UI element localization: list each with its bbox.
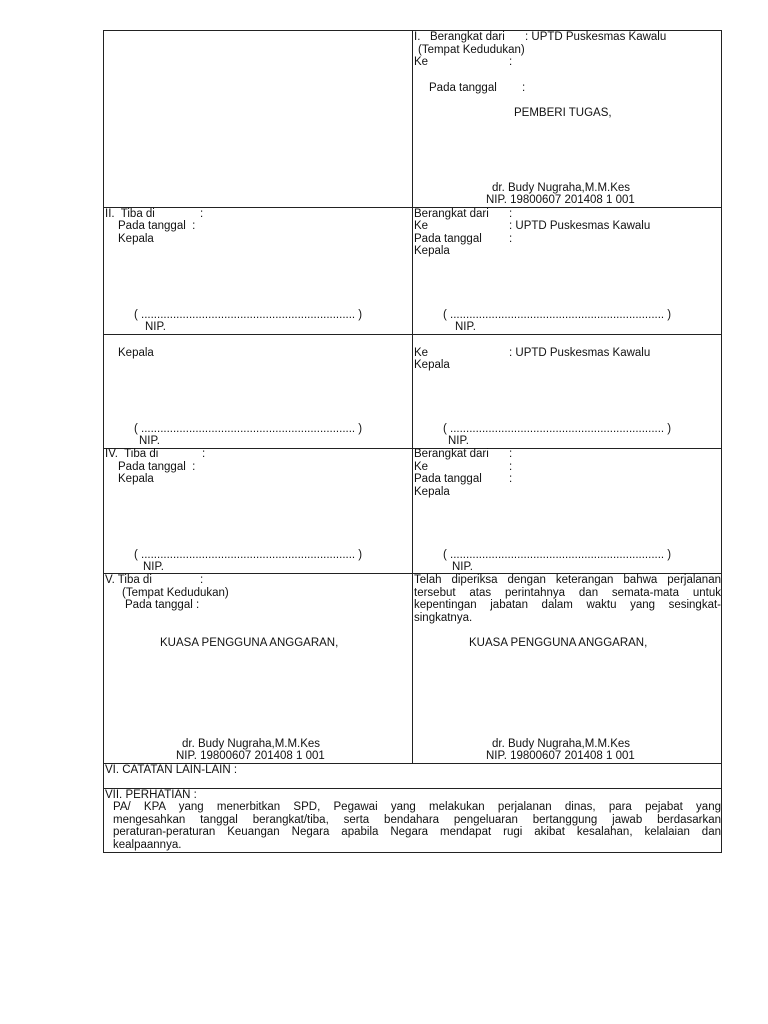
row2-right-pada-tanggal-colon: : [509, 233, 513, 245]
row4-right-berangkat-colon: : [509, 448, 513, 460]
row2-right-pada-tanggal: Pada tanggal [414, 233, 482, 245]
row1-berangkat-dari-label: I. Berangkat dari [414, 31, 505, 43]
row4-left-kepala: Kepala [118, 473, 154, 485]
row4-left-tiba-colon: : [202, 448, 206, 460]
row5-right-statement-line1: Telah diperiksa dengan keterangan bahwa perjalanan [414, 574, 721, 586]
row2-left-signature-line: ( ................................................................... ) [134, 309, 363, 321]
row3-left-signature-line: ( ................................................................... ) [134, 423, 363, 435]
row2-right-ke-value: : UPTD Puskesmas Kawalu [509, 220, 651, 232]
row2-right-nip: NIP. [455, 321, 476, 333]
perhatian-heading: VII. PERHATIAN : [105, 789, 197, 801]
row4-left-tiba-label: IV. Tiba di [105, 448, 159, 460]
row5-right-statement-line4: singkatnya. [414, 612, 473, 624]
row4-left-pada-tanggal: Pada tanggal : [118, 461, 196, 473]
row2-left-pada-tanggal: Pada tanggal : [118, 220, 196, 232]
table-border-right [721, 30, 722, 853]
row1-ke-label: Ke [414, 56, 429, 68]
row2-right-kepala: Kepala [414, 245, 450, 257]
row3-right-signature-line: ( ................................................................... ) [443, 423, 672, 435]
row3-right-kepala: Kepala [414, 359, 450, 371]
row4-right-kepala: Kepala [414, 486, 450, 498]
row1-pemberi-tugas: PEMBERI TUGAS, [514, 107, 612, 119]
row5-right-signer-nip: NIP. 19800607 201408 1 001 [486, 750, 635, 762]
row5-right-signer-name: dr. Budy Nugraha,M.M.Kes [492, 738, 631, 750]
row1-ke-colon: : [509, 56, 513, 68]
row2-left-kepala: Kepala [118, 233, 154, 245]
row4-right-pada-tanggal-colon: : [509, 473, 513, 485]
row2-left-nip: NIP. [145, 321, 166, 333]
row1-tempat-kedudukan: (Tempat Kedudukan) [418, 44, 525, 56]
row4-right-berangkat-label: Berangkat dari [414, 448, 489, 460]
row3-right-ke-value: : UPTD Puskesmas Kawalu [509, 347, 651, 359]
row5-left-signer-nip: NIP. 19800607 201408 1 001 [176, 750, 325, 762]
table-border-left [103, 30, 104, 853]
row5-right-statement-line2: tersebut atas perintahnya dan semata-mata untuk [414, 587, 721, 599]
row5-right-kpa: KUASA PENGGUNA ANGGARAN, [469, 637, 648, 649]
row2-left-tiba-label: II. Tiba di [105, 208, 155, 220]
row5-left-signer-name: dr. Budy Nugraha,M.M.Kes [182, 738, 321, 750]
spd-form-table [103, 30, 722, 853]
perhatian-line3: peraturan-peraturan Keuangan Negara apabila Negara mendapat rugi akibat kesalahan, kelalaian dan [113, 826, 721, 838]
row1-signer-name: dr. Budy Nugraha,M.M.Kes [492, 182, 631, 194]
perhatian-line1: PA/ KPA yang menerbitkan SPD, Pegawai yang melakukan perjalanan dinas, para pejabat yang [113, 801, 721, 813]
row5-left-tiba-label: V. Tiba di [105, 574, 152, 586]
row1-signer-nip: NIP. 19800607 201408 1 001 [486, 194, 635, 206]
row2-right-berangkat-colon: : [509, 208, 513, 220]
table-border-bottom [103, 852, 722, 853]
row1-pada-tanggal-label: Pada tanggal [429, 82, 497, 94]
column-divider [412, 30, 413, 763]
catatan-lain-lain: VI. CATATAN LAIN-LAIN : [105, 764, 238, 776]
row5-left-kpa: KUASA PENGGUNA ANGGARAN, [160, 637, 339, 649]
row1-pada-tanggal-colon: : [522, 82, 526, 94]
row4-left-nip: NIP. [143, 561, 164, 573]
row3-right-nip: NIP. [448, 435, 469, 447]
row3-right-ke-label: Ke [414, 347, 429, 359]
row5-left-pada-tanggal: Pada tanggal : [125, 599, 200, 611]
row4-right-pada-tanggal: Pada tanggal [414, 473, 482, 485]
row3-left-kepala: Kepala [118, 347, 154, 359]
row3-left-nip: NIP. [139, 435, 160, 447]
row4-left-signature-line: ( ................................................................... ) [134, 549, 363, 561]
row4-right-ke-colon: : [509, 461, 513, 473]
row2-left-tiba-colon: : [200, 208, 204, 220]
row4-right-signature-line: ( ................................................................... ) [443, 549, 672, 561]
row2-right-signature-line: ( ................................................................... ) [443, 309, 672, 321]
row1-berangkat-dari-value: : UPTD Puskesmas Kawalu [525, 31, 667, 43]
perhatian-line2: mengesahkan tanggal berangkat/tiba, serta bendahara pengeluaran bertanggung jawab berdasarkan [113, 814, 721, 826]
row5-left-tempat-kedudukan: (Tempat Kedudukan) [122, 587, 229, 599]
perhatian-line4: kealpaannya. [113, 839, 182, 851]
row4-right-ke-label: Ke [414, 461, 429, 473]
row5-left-tiba-colon: : [200, 574, 204, 586]
row5-right-statement-line3: kepentingan jabatan dalam waktu yang sesingkat- [414, 599, 721, 611]
row2-right-berangkat-label: Berangkat dari [414, 208, 489, 220]
row4-right-nip: NIP. [452, 561, 473, 573]
row2-right-ke-label: Ke [414, 220, 429, 232]
